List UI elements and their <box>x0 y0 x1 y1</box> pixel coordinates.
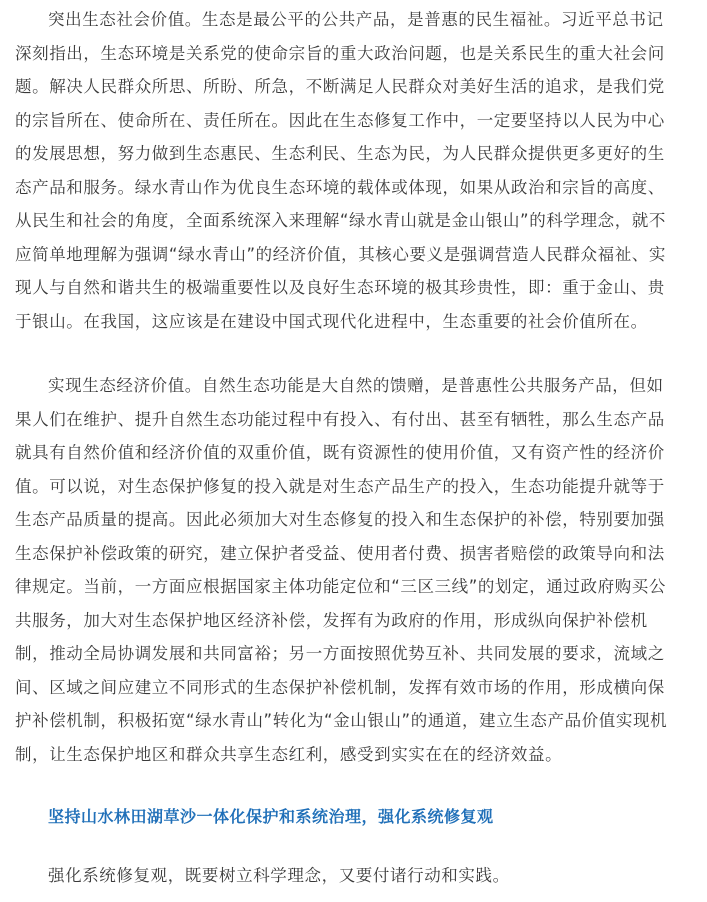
paragraph-line: 律规定。当前，一方面应根据国家主体功能定位和“三区三线”的划定，通过政府购买公 <box>15 577 666 596</box>
paragraph-line: 制，让生态保护地区和群众共享生态红利，感受到实实在在的经济效益。 <box>15 744 563 764</box>
section-heading: 坚持山水林田湖草沙一体化保护和系统治理，强化系统修复观 <box>48 807 494 826</box>
paragraph-system-repair <box>15 859 510 893</box>
paragraph-line: 护补偿机制，积极拓宽“绿水青山”转化为“金山银山”的通道，建立生态产品价值实现机 <box>15 711 668 730</box>
paragraph-line: 题。解决人民群众所思、所盼、所急，不断满足人民群众对美好生活的追求，是我们党 <box>15 77 665 96</box>
paragraph-line: 生态保护补偿政策的研究，建立保护者受益、使用者付费、损害者赔偿的政策导向和法 <box>15 543 665 563</box>
paragraph-line: 就具有自然价值和经济价值的双重价值，既有资源性的使用价值，又有资产性的经济价 <box>15 443 665 462</box>
paragraph-line: 值。可以说，对生态保护修复的投入就是对生态产品生产的投入，生态功能提升就等于 <box>15 476 665 496</box>
paragraph-line: 制，推动全局协调发展和共同富裕；另一方面按照优势互补、共同发展的要求，流域之 <box>15 644 665 663</box>
paragraph-line: 突出生态社会价值。生态是最公平的公共产品，是普惠的民生福祉。习近平总书记 <box>48 10 664 29</box>
paragraph-line: 深刻指出，生态环境是关系党的使命宗旨的重大政治问题，也是关系民生的重大社会问 <box>15 43 665 63</box>
paragraph-line: 从民生和社会的角度，全面系统深入来理解“绿水青山就是金山银山”的科学理念，就不 <box>15 211 666 230</box>
paragraph-line: 应简单地理解为强调“绿水青山”的经济价值，其核心要义是强调营造人民群众福祉、实 <box>15 244 666 264</box>
paragraph-line: 实现生态经济价值。自然生态功能是大自然的馈赠，是普惠性公共服务产品，但如 <box>48 376 664 395</box>
paragraph-line: 果人们在维护、提升自然生态功能过程中有投入、有付出、甚至有牺牲，那么生态产品 <box>15 409 665 429</box>
paragraph-economic-value <box>15 369 667 771</box>
paragraph-line: 生态产品质量的提高。因此必须加大对生态修复的投入和生态保护的补偿，特别要加强 <box>15 510 665 529</box>
paragraph-line: 共服务，加大对生态保护地区经济补偿，发挥有为政府的作用，形成纵向保护补偿机 <box>15 610 648 630</box>
paragraph-line: 强化系统修复观，既要树立科学理念，又要付诸行动和实践。 <box>48 866 510 885</box>
paragraph-line: 于银山。在我国，这应该是在建设中国式现代化进程中，生态重要的社会价值所在。 <box>15 311 648 331</box>
paragraph-line: 现人与自然和谐共生的极端重要性以及良好生态环境的极其珍贵性，即：重于金山、贵 <box>15 278 665 297</box>
paragraph-line: 的发展思想，努力做到生态惠民、生态利民、生态为民，为人民群众提供更多更好的生 <box>15 144 665 163</box>
paragraph-social-value <box>15 3 666 338</box>
paragraph-line: 的宗旨所在、使命所在、责任所在。因此在生态修复工作中，一定要坚持以人民为中心 <box>15 110 665 130</box>
paragraph-line: 间、区域之间应建立不同形式的生态保护补偿机制，发挥有效市场的作用，形成横向保 <box>15 677 665 697</box>
paragraph-line: 态产品和服务。绿水青山作为优良生态环境的载体或体现，如果从政治和宗旨的高度、 <box>15 177 665 197</box>
